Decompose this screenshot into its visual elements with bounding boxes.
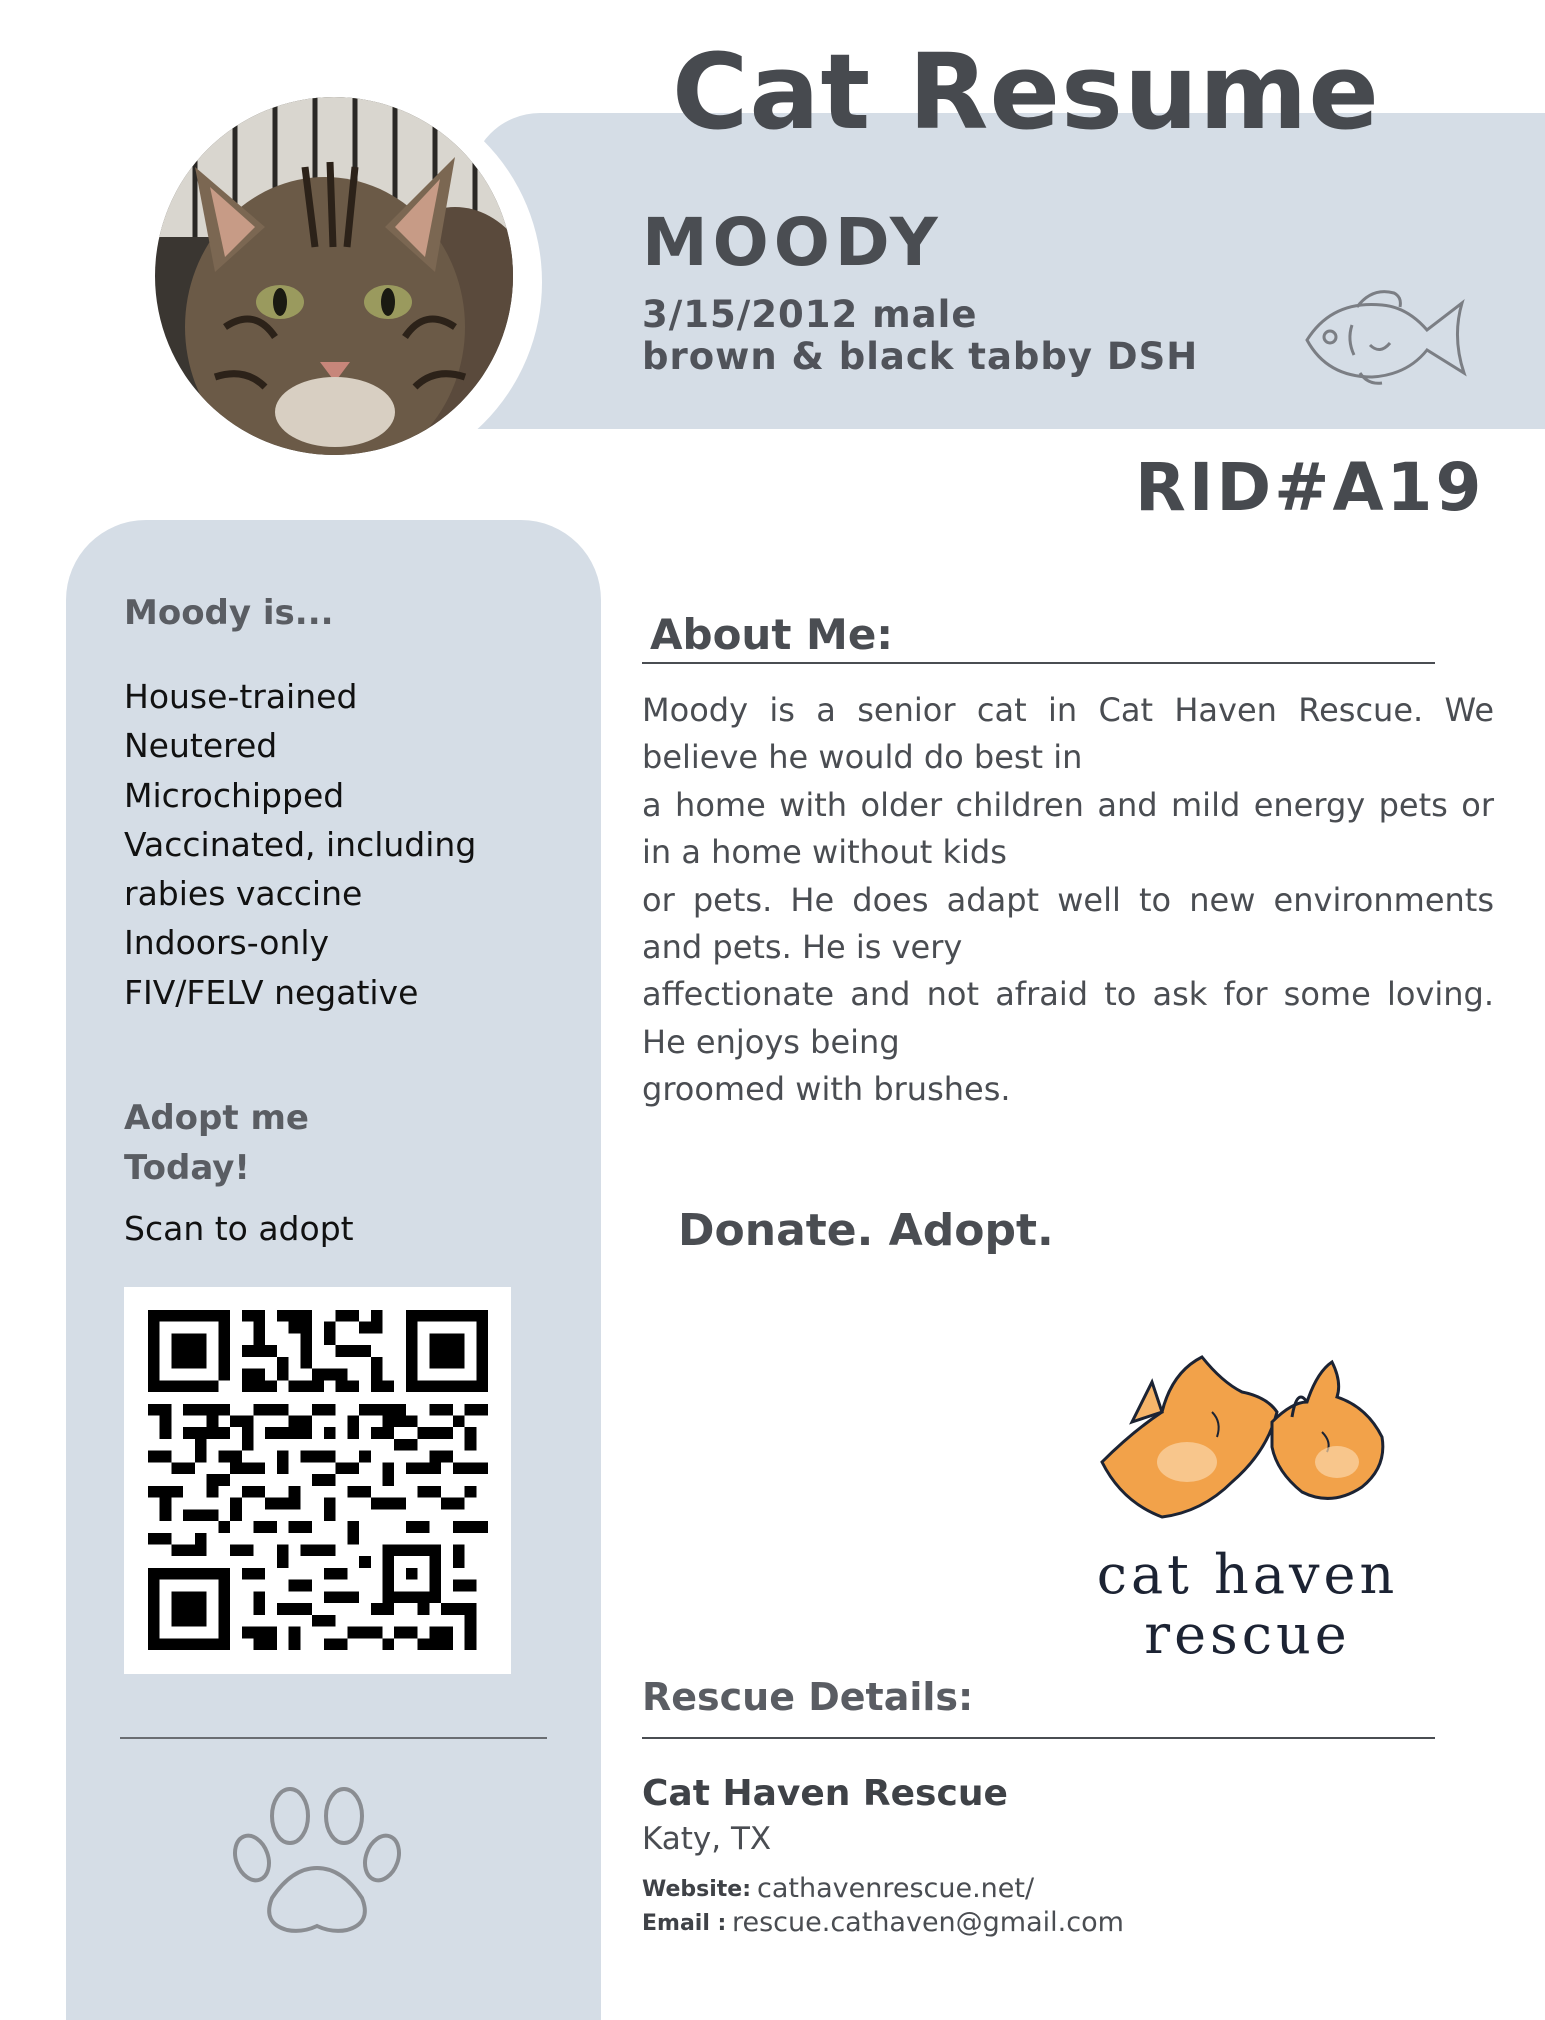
- fish-icon: [1302, 285, 1472, 390]
- email-link[interactable]: rescue.cathaven@gmail.com: [732, 1907, 1124, 1938]
- list-item: FIV/FELV negative: [124, 972, 419, 1012]
- coat-description: brown & black tabby DSH: [642, 335, 1199, 378]
- about-divider: [642, 662, 1435, 664]
- paw-icon: [232, 1778, 402, 1936]
- qr-code[interactable]: [148, 1310, 488, 1650]
- rescue-heading: Rescue Details:: [642, 1675, 974, 1719]
- sidebar-divider: [120, 1737, 547, 1739]
- list-item: rabies vaccine: [124, 874, 363, 914]
- org-city: Katy, TX: [642, 1821, 772, 1857]
- cat-photo: [155, 97, 513, 455]
- adopt-heading: Adopt me Today!: [124, 1098, 309, 1188]
- logo-text-line-2: rescue: [1144, 1603, 1351, 1666]
- list-item: Vaccinated, including: [124, 824, 477, 864]
- page-title: Cat Resume: [672, 31, 1380, 153]
- cat-name: MOODY: [642, 204, 943, 281]
- about-line: Moody is a senior cat in Cat Haven Rescue. We believe he would do best in: [642, 691, 1494, 777]
- about-text: [642, 687, 1494, 1114]
- about-heading: About Me:: [650, 610, 894, 659]
- rescue-divider: [642, 1737, 1435, 1739]
- list-item: Indoors-only: [124, 923, 330, 963]
- email-label: Email :: [642, 1911, 727, 1936]
- list-item: Microchipped: [124, 775, 345, 815]
- donate-tagline: Donate. Adopt.: [678, 1205, 1054, 1256]
- about-line: or pets. He does adapt well to new environments and pets. He is very: [642, 880, 1494, 967]
- website-label: Website:: [642, 1877, 752, 1902]
- scan-instruction: Scan to adopt: [124, 1209, 354, 1248]
- about-line: affectionate and not afraid to ask for some loving. He enjoys being: [642, 975, 1494, 1061]
- list-item: House-trained: [124, 677, 358, 716]
- cat-haven-logo: [1092, 1352, 1397, 1522]
- org-name: Cat Haven Rescue: [642, 1773, 1008, 1814]
- rescue-id: RID#A19: [1135, 449, 1485, 526]
- logo-text-line-1: cat haven: [1096, 1543, 1399, 1606]
- about-line: groomed with brushes.: [642, 1070, 1011, 1109]
- birthdate-sex: 3/15/2012 male: [642, 293, 978, 336]
- website-link[interactable]: cathavenrescue.net/: [757, 1873, 1035, 1904]
- traits-heading: Moody is...: [124, 593, 334, 633]
- about-line: a home with older children and mild energy pets or in a home without kids: [642, 785, 1494, 872]
- traits-list: [124, 672, 476, 1017]
- list-item: Neutered: [124, 726, 278, 766]
